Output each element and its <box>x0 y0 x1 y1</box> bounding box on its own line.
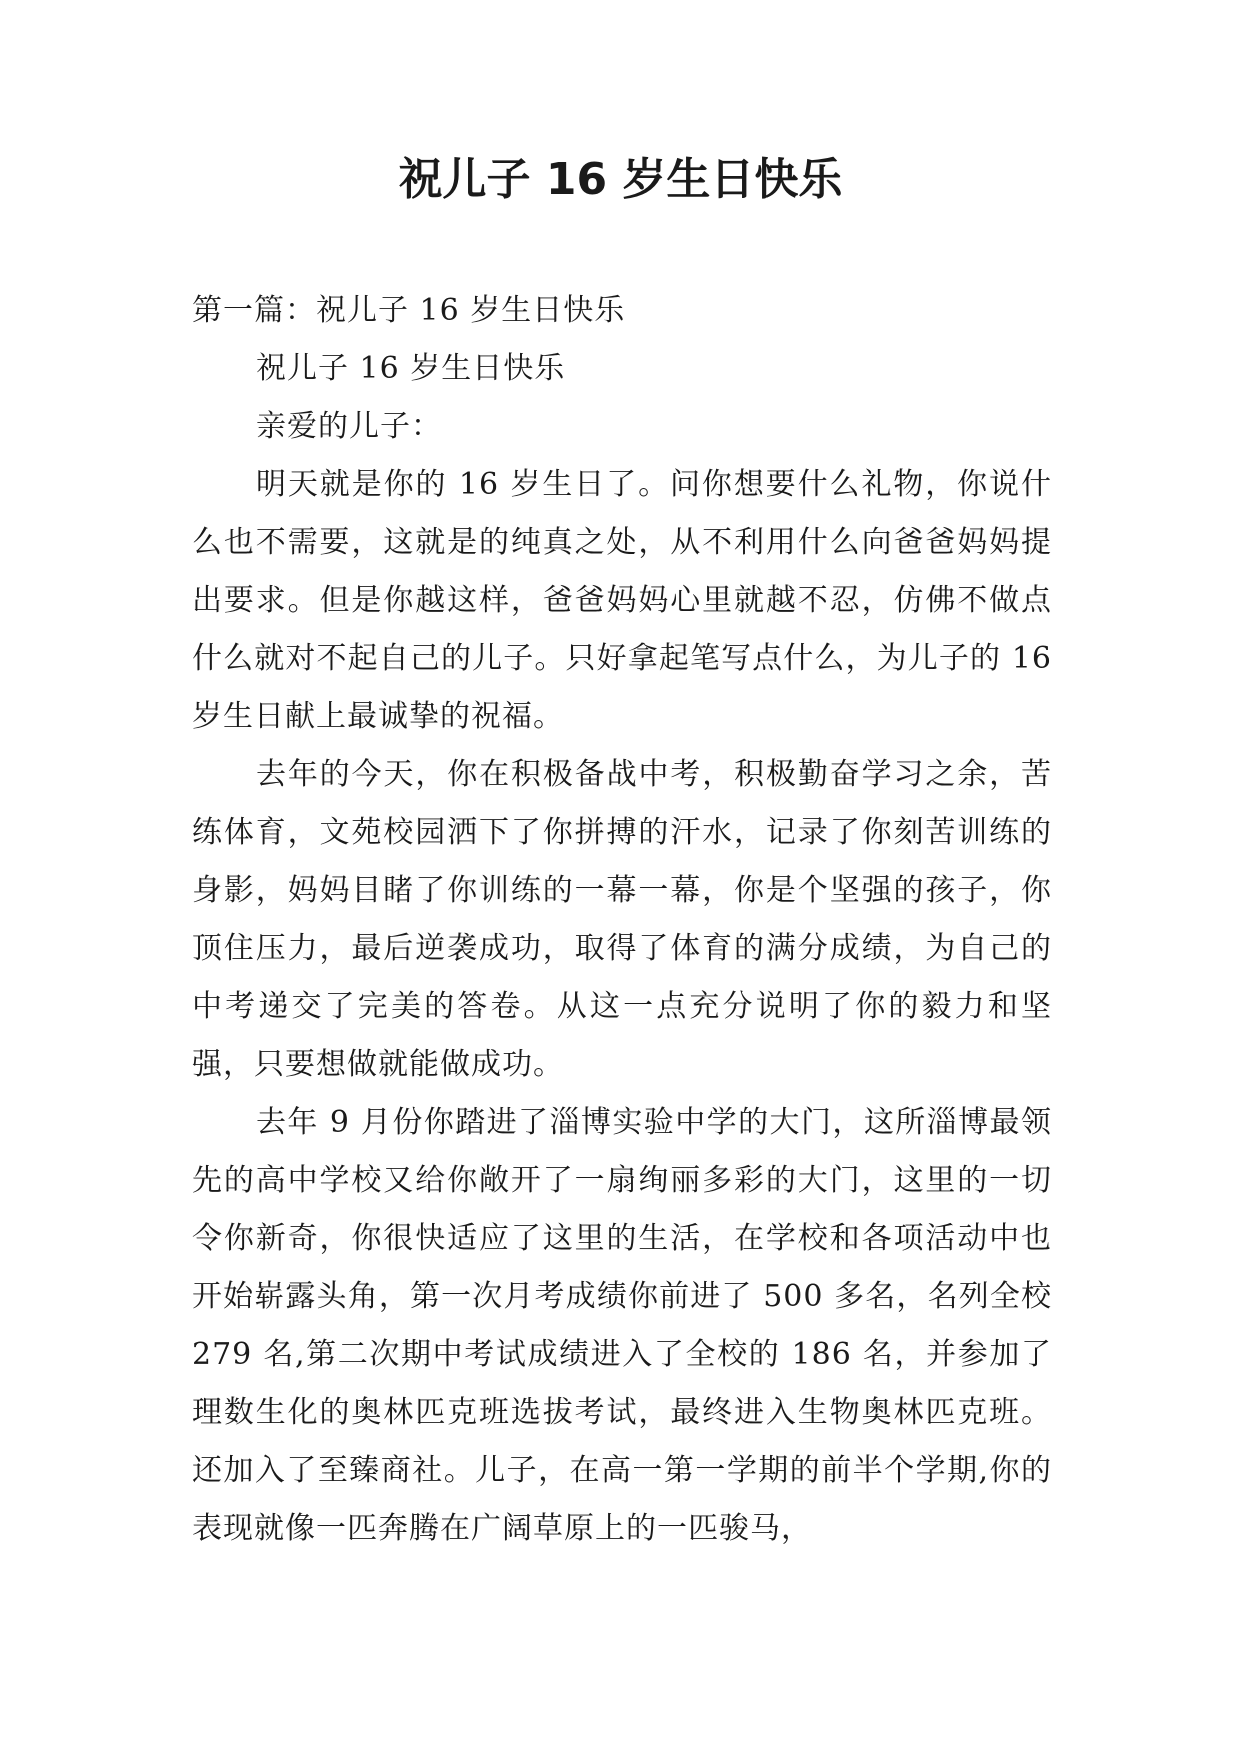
paragraph-salutation: 亲爱的儿子： <box>256 409 442 444</box>
document-title: 祝儿子 16 岁生日快乐 <box>398 154 843 205</box>
paragraph-last-year: 去年的今天，你在积极备战中考，积极勤奋学习之余，苦练体育，文苑校园洒下了你拼搏的汗水，记录了你刻苦训练的身影，妈妈目睹了你训练的一幕一幕，你是个坚强的孩子，你顶住压力，最后逆袭成功，取得了体育的满分成绩，为自己的中考递交了完美的答卷。从这一点充分说明了你的毅力和坚强，只要想做就能做成功。 <box>192 757 1052 1082</box>
paragraph-subtitle: 祝儿子 16 岁生日快乐 <box>256 351 566 386</box>
paragraph-high-school: 去年 9 月份你踏进了淄博实验中学的大门，这所淄博最领先的高中学校又给你敞开了一扇绚丽多彩的大门，这里的一切令你新奇，你很快适应了这里的生活，在学校和各项活动中也开始崭露头角，第一次月考成绩你前进了 500 多名，名列全校 279 名,第二次期中考试成绩进入了全校的 186 名，并参加了理数生化的奥林匹克班选拔考试，最终进入生物奥林匹克班。还加入了至臻商社。儿子，在高一第一学期的前半个学期,你的表现就像一匹奔腾在广阔草原上的一匹骏马， <box>192 1105 1052 1546</box>
paragraph-birthday: 明天就是你的 16 岁生日了。问你想要什么礼物，你说什么也不需要，这就是的纯真之处，从不利用什么向爸爸妈妈提出要求。但是你越这样，爸爸妈妈心里就越不忍，仿佛不做点什么就对不起自己的儿子。只好拿起笔写点什么，为儿子的 16 岁生日献上最诚挚的祝福。 <box>192 467 1052 734</box>
section-heading: 第一篇：祝儿子 16 岁生日快乐 <box>192 293 626 328</box>
document-body <box>192 282 1052 1558</box>
